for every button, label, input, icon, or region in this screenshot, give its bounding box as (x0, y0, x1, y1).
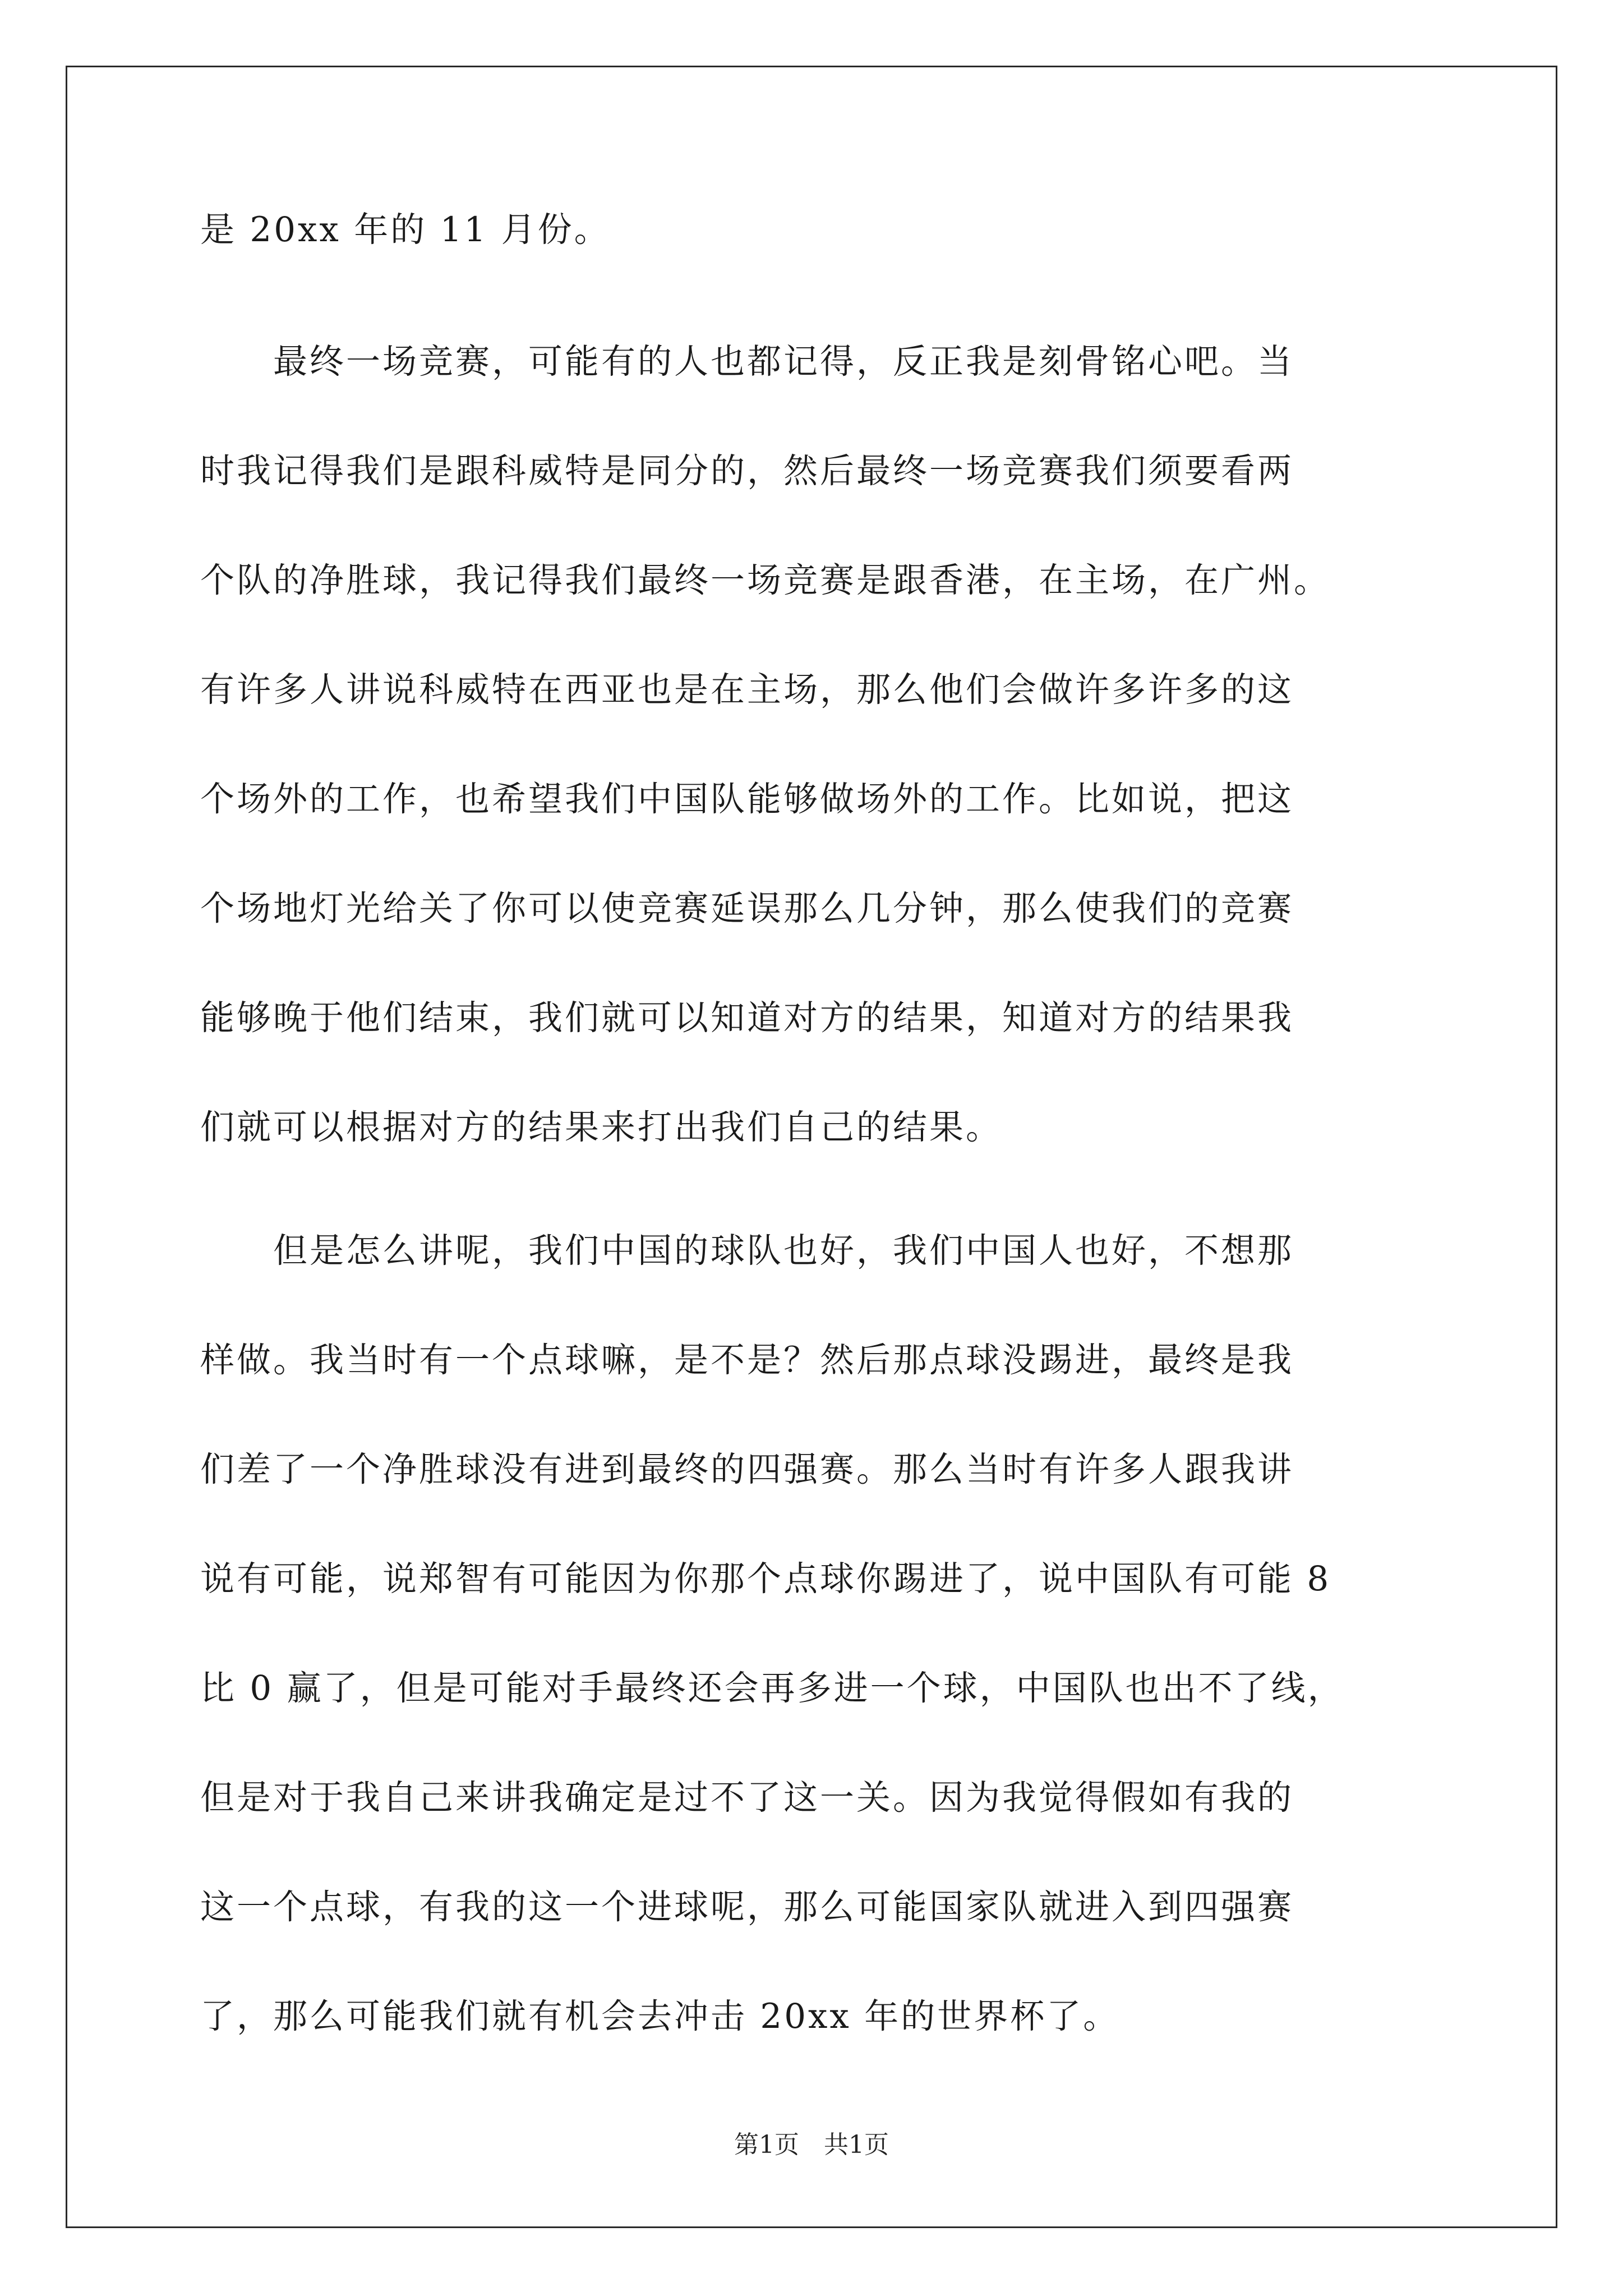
text-line: 比 0 赢了，但是可能对手最终还会再多进一个球，中国队也出不了线， (200, 1668, 1344, 1708)
text-line: 这一个点球，有我的这一个进球呢，那么可能国家队就进入到四强赛 (200, 1887, 1294, 1927)
text-line: 个队的净胜球，我记得我们最终一场竞赛是跟香港，在主场，在广州。 (200, 560, 1331, 600)
text-line: 能够晚于他们结束，我们就可以知道对方的结果，知道对方的结果我 (200, 998, 1294, 1038)
text-line: 了，那么可能我们就有机会去冲击 20xx 年的世界杯了。 (200, 1996, 1120, 2036)
text-line: 样做。我当时有一个点球嘛，是不是？然后那点球没踢进，最终是我 (200, 1340, 1294, 1380)
text-line: 个场外的工作，也希望我们中国队能够做场外的工作。比如说，把这 (200, 779, 1294, 819)
text-line: 有许多人讲说科威特在西亚也是在主场，那么他们会做许多许多的这 (200, 670, 1294, 710)
text-line: 个场地灯光给关了你可以使竞赛延误那么几分钟，那么使我们的竞赛 (200, 889, 1294, 928)
text-line: 们就可以根据对方的结果来打出我们自己的结果。 (200, 1107, 1003, 1147)
text-line: 但是对于我自己来讲我确定是过不了这一关。因为我觉得假如有我的 (200, 1778, 1294, 1818)
text-line: 但是怎么讲呢，我们中国的球队也好，我们中国人也好，不想那 (200, 1231, 1294, 1271)
page-number-footer: 第1页 共1页 (734, 2131, 889, 2159)
text-line: 是 20xx 年的 11 月份。 (200, 210, 611, 250)
text-line: 们差了一个净胜球没有进到最终的四强赛。那么当时有许多人跟我讲 (200, 1450, 1294, 1489)
text-line: 时我记得我们是跟科威特是同分的，然后最终一场竞赛我们须要看两 (200, 451, 1294, 491)
text-line: 最终一场竞赛，可能有的人也都记得，反正我是刻骨铭心吧。当 (200, 342, 1294, 381)
text-line: 说有可能，说郑智有可能因为你那个点球你踢进了，说中国队有可能 8 (200, 1559, 1331, 1599)
